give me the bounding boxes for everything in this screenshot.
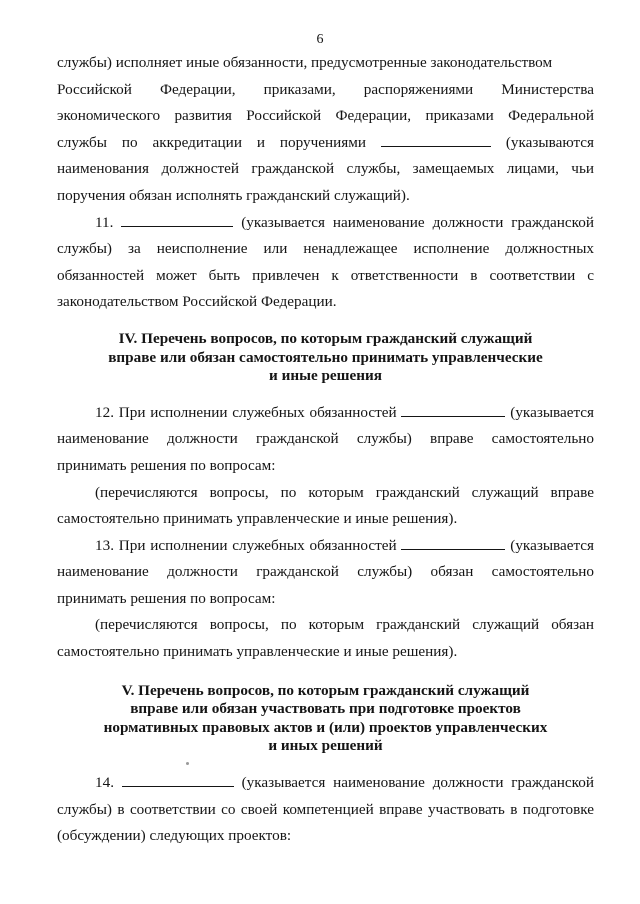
continuation-text-part1: экономического развития Российской Федерации, приказами Федеральной службы по аккредитации и поручениями	[57, 107, 594, 151]
word-rasporyazheniyami: распоряжениями	[363, 80, 474, 98]
spacer	[57, 756, 594, 770]
paragraph-12-lead: 12. При исполнении служебных обязанностей	[95, 403, 397, 421]
paragraph-continuation-rest	[57, 103, 594, 209]
section-v-heading	[57, 682, 594, 756]
page-number: 6	[316, 32, 324, 47]
section-v-heading-line-4: и иных решений	[268, 737, 383, 755]
paragraph-12	[57, 400, 594, 480]
paragraph-continuation-line-2	[57, 77, 594, 104]
paragraph-13-text: (указывается наименование должности гражданской службы) обязан самостоятельно принимать решения по вопросам:	[57, 536, 595, 607]
paragraph-12-list: (перечисляются вопросы, по которым гражданский служащий вправе самостоятельно принимать управленческие и иные решения).	[57, 483, 594, 528]
document-body	[57, 50, 594, 850]
blank-field-position-11	[121, 212, 233, 227]
paragraph-13	[57, 533, 594, 613]
paragraph-13-list: (перечисляются вопросы, по которым гражданский служащий обязан самостоятельно принимать управленческие и иные решения).	[57, 616, 594, 661]
continuation-text-part2: (указываются наименования должностей гражданской службы, замещаемых лицами, чьи поручения обязан исполнять гражданский служащий).	[57, 133, 595, 204]
blank-field-position-13	[401, 535, 505, 550]
blank-field-position-12	[401, 402, 505, 417]
scan-speck	[186, 762, 189, 765]
section-v-heading-line-2: вправе или обязан участвовать при подготовке проектов	[130, 700, 521, 718]
spacer	[57, 386, 594, 400]
spacer	[57, 316, 594, 330]
paragraph-12-text: (указывается наименование должности гражданской службы) вправе самостоятельно принимать решения по вопросам:	[57, 403, 595, 474]
spacer	[57, 666, 594, 682]
paragraph-14	[57, 770, 594, 850]
paragraph-11-text: (указывается наименование должности гражданской службы) за неисполнение или ненадлежащее исполнение должностных обязанностей может быть привлечен к ответственности в соответствии с законодательством Российской Федерации.	[57, 213, 594, 311]
section-iv-heading	[57, 330, 594, 386]
section-v-heading-line-3: нормативных правовых актов и (или) проектов управленческих	[103, 718, 548, 736]
word-rossiyskoy: Российской	[57, 80, 132, 98]
paragraph-14-number: 14.	[95, 774, 114, 792]
paragraph-11-number: 11.	[95, 213, 114, 231]
word-prikazami: приказами,	[263, 80, 336, 98]
section-iv-heading-line-1: IV. Перечень вопросов, по которым гражданский служащий	[118, 329, 533, 347]
blank-field-position-14	[122, 772, 234, 787]
section-iv-heading-line-2: вправе или обязан самостоятельно принимать управленческие	[108, 348, 543, 366]
section-iv-heading-line-3: и иные решения	[269, 367, 382, 385]
section-v-heading-line-1: V. Перечень вопросов, по которым гражданский служащий	[121, 681, 530, 699]
word-federatsii: Федерации,	[159, 80, 236, 98]
word-ministerstva: Министерства	[501, 80, 594, 98]
paragraph-continuation-line-1: службы) исполняет иные обязанности, предусмотренные законодательством	[57, 54, 553, 71]
blank-field-orders	[381, 132, 491, 147]
paragraph-14-text: (указывается наименование должности гражданской службы) в соответствии со своей компетенцией вправе участвовать в подготовке (обсуждении) следующих проектов:	[57, 774, 595, 845]
paragraph-13-lead: 13. При исполнении служебных обязанностей	[95, 536, 397, 554]
paragraph-11	[57, 210, 594, 316]
